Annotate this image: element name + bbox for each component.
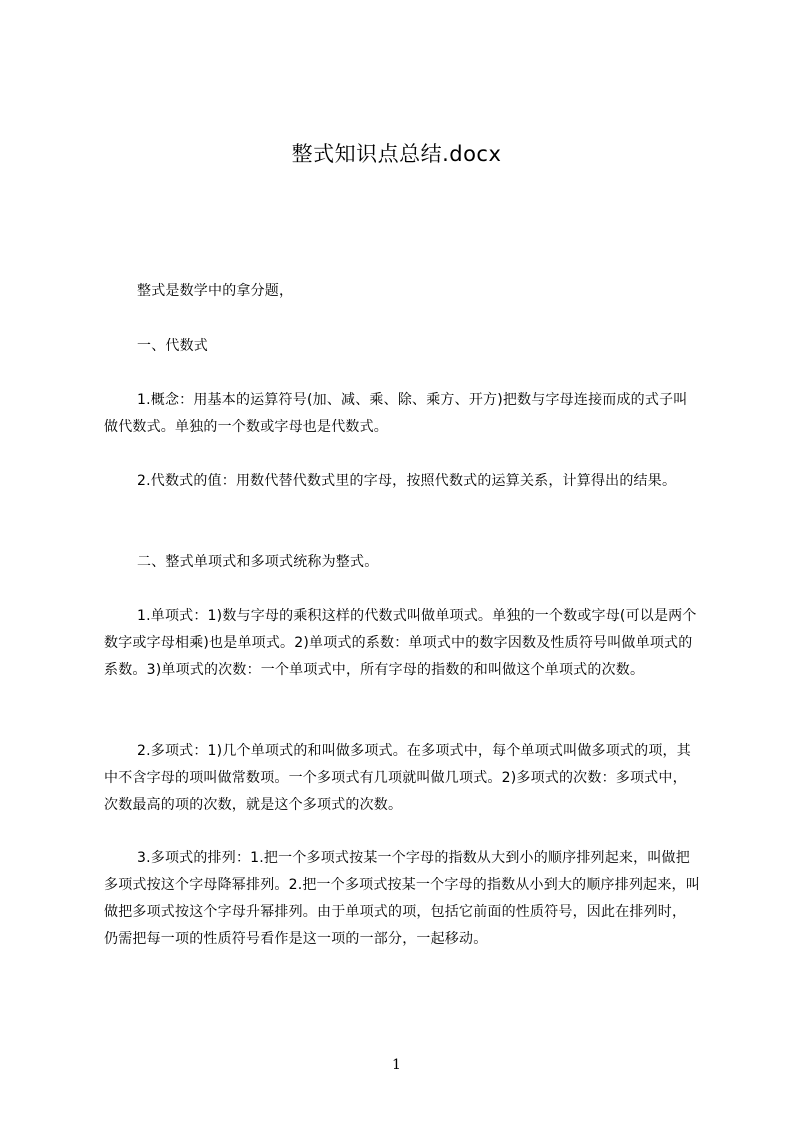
document-title: 整式知识点总结.docx xyxy=(291,142,502,166)
paragraph-polynomial: 2.多项式：1)几个单项式的和叫做多项式。在多项式中，每个单项式叫做多项式的项，其中不含字母的项叫做常数项。一个多项式有几项就叫做几项式。2)多项式的次数：多项式中，次数最高的项的次数，就是这个多项式的次数。 xyxy=(104,743,691,813)
page-number: 1 xyxy=(392,1057,401,1073)
paragraph-concept: 1.概念：用基本的运算符号(加、减、乘、除、乘方、开方)把数与字母连接而成的式子叫做代数式。单独的一个数或字母也是代数式。 xyxy=(104,392,688,435)
heading-polynomial-terms: 二、整式单项式和多项式统称为整式。 xyxy=(137,554,379,570)
paragraph-polynomial-ordering: 3.多项式的排列：1.把一个多项式按某一个字母的指数从大到小的顺序排列起来，叫做把多项式按这个字母降幂排列。2.把一个多项式按某一个字母的指数从小到大的顺序排列起来，叫做把多项式按这个字母升幂排列。由于单项式的项，包括它前面的性质符号，因此在排列时，仍需把每一项的性质符号看作是这一项的一部分，一起移动。 xyxy=(104,850,700,947)
paragraph-monomial: 1.单项式：1)数与字母的乘积这样的代数式叫做单项式。单独的一个数或字母(可以是两个数字或字母相乘)也是单项式。2)单项式的系数：单项式中的数字因数及性质符号叫做单项式的系数。3)单项式的次数：一个单项式中，所有字母的指数的和叫做这个单项式的次数。 xyxy=(104,608,697,678)
paragraph-expression-value: 2.代数式的值：用数代替代数式里的字母，按照代数式的运算关系，计算得出的结果。 xyxy=(137,473,677,489)
paragraph-intro: 整式是数学中的拿分题， xyxy=(137,283,294,299)
heading-algebraic-expression: 一、代数式 xyxy=(137,338,208,354)
